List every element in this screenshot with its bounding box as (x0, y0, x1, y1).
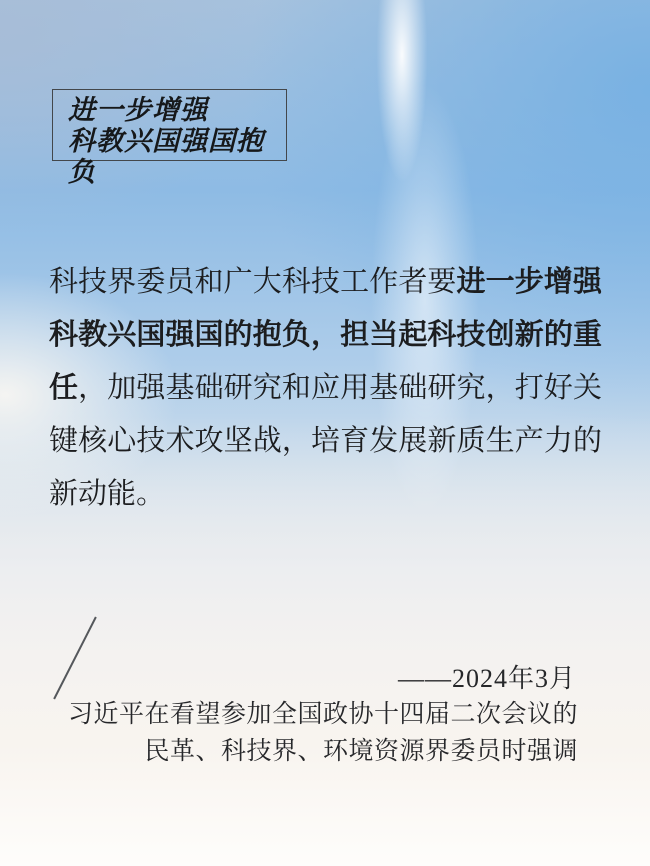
quote-line-1 (49, 256, 602, 309)
quote-segment: 新动能。 (49, 478, 166, 510)
title-line-1: 进一步增强 (68, 95, 208, 125)
quote-segment: 键核心技术攻坚战，培育发展新质生产力的 (49, 425, 602, 457)
attribution-date: ——2024年3月 (397, 664, 576, 693)
title-line-2: 科教兴国强国抱负 (68, 126, 264, 187)
attribution-source-line-2: 民革、科技界、环境资源界委员时强调 (144, 738, 578, 765)
quote-line-5 (49, 468, 602, 521)
title-box (52, 89, 287, 187)
quote-line-2 (49, 309, 602, 362)
attribution-source-line-1: 习近平在看望参加全国政协十四届二次会议的 (67, 701, 578, 728)
quote-segment: 科技界委员和广大科技工作者要 (49, 266, 457, 298)
attribution-block (68, 662, 578, 770)
quote-line-3 (49, 362, 602, 415)
quote-segment: ，加强基础研究和应用基础研究，打好关 (78, 372, 602, 404)
quote-segment-bold: 进一步增强 (456, 266, 602, 298)
quote-segment-bold: 任 (49, 372, 79, 404)
quote-paragraph (49, 256, 602, 521)
quote-line-4 (49, 415, 602, 468)
quote-segment-bold: 科教兴国强国的抱负，担当起科技创新的重 (49, 319, 602, 351)
